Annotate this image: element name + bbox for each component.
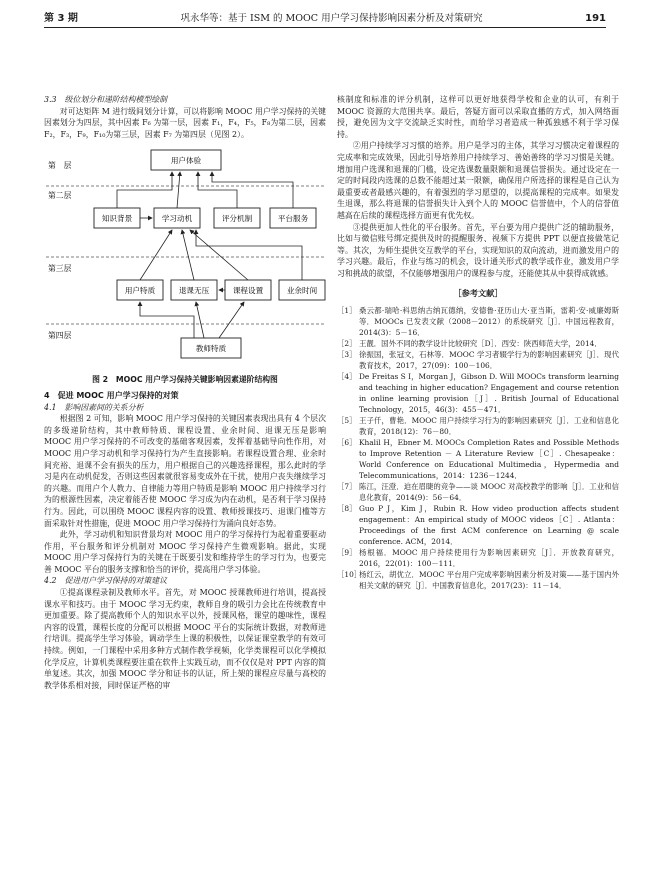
box-label-knowledge-background: 知识背景 [101, 214, 133, 224]
reference-item [337, 371, 619, 415]
level-label-4: 第四层 [48, 331, 72, 341]
reference-text: 陈江，汪澄．迫在眉睫的竞争——谈 MOOC 对高校教学的影响［J］．工业和信息化教育，2014(9)：56－64． [359, 482, 619, 503]
box-label-teacher-traits: 教师特质 [195, 344, 227, 354]
level-label-1: 第 层 [48, 161, 72, 171]
reference-item [337, 349, 619, 371]
page-number: 191 [585, 13, 606, 24]
paragraph: ③提供更加人性化的平台服务。首先，平台要为用户提供广泛的辅助服务，比如与微信账号绑定提供及时的提醒服务、视频下方提供 PPT 以便直接做笔记等。其次，为师生提供交互教学的平台，实现知识的双向流动，进而激发用户的学习兴趣。最后，作业与练习的机会，设计通关形式的教学或作业，激发用户学习和挑战的欲望，不仅能够增强用户的课程参与度，还能使其从中获得成就感。 [337, 222, 619, 278]
figure-hierarchy-diagram [44, 142, 326, 372]
box-label-platform-service: 平台服务 [277, 214, 309, 224]
reference-item [337, 415, 619, 437]
level-label-3: 第三层 [48, 264, 72, 274]
reference-text: 徐振国，张冠文，石林等．MOOC 学习者辍学行为的影响因素研究［J］．现代教育技术，2017，27(09)：100－106． [359, 350, 619, 371]
paragraph: 根据图 2 可知，影响 MOOC 用户学习保持的关键因素表现出具有 4 个层次的多级递阶结构，其中教师特质、课程设置、业余时间、退课无压是影响 MOOC 用户学习保持的不可改变的基础客观因素，发挥着基础导向性作用，对 MOOC 用户学习动机和学习保持行为产生直接影响。若课程设置合理、业余时间充裕、退课不会有损失的压力，用户根据自己的兴趣选择课程，那么此时的学习是内在动机促发，否则这些因素就很容易变成外在干扰，使用户丧失继续学习的兴趣。而用户个人教力、自律能力等用户特质是影响 MOOC 用户持续学习行为的根源性因素，决定着能否使 MOOC 学习成为内在动机，是否利于学习保持行为。因此，可以围绕 MOOC 课程内容的设置、教师授课技巧、退课门槛等方面采取针对性措施，促进 MOOC 用户学习保持行为涌向良好态势。 [44, 414, 326, 528]
section-4-heading: 4 促进 MOOC 用户学习保持的对策 [44, 390, 179, 400]
reference-item [337, 503, 619, 547]
right-column [337, 94, 619, 591]
reference-item [337, 305, 619, 338]
reference-item [337, 437, 619, 481]
box-label-user-experience: 用户体验 [170, 156, 202, 166]
paragraph: ①提高课程录制及教师水平。首先，对 MOOC 授课教师进行培训，提高授课水平和技巧。由于 MOOC 学习无约束，教师自身的吸引力会比在传统教育中更加重要。除了提高教师个人的知识水平以外，授课风格，课堂的趣味性，课程内容的设置，课程长度的分配可以根据 MOOC 平台的实际统计数据，对教师进行培训。提高学生学习体验，调动学生上课的积极性，以保证课堂教学的有效可持续。例如，一门课程中采用多种方式制作教学视频，化学类课程可以化学模拟化学反应，计算机类课程要注重在软件上实践互动，而不仅仅是对 PPT 内容的简单复述。其次，加强 MOOC 学分和证书的认证，所上架的课程应尽量与高校的教学体系相对接，同时保证严格的审 [44, 588, 326, 690]
references-heading: ［参考文献］ [453, 287, 503, 298]
hierarchy-diagram-svg [44, 142, 326, 372]
box-label-drop-no-pressure: 退课无压 [178, 286, 210, 296]
paragraph: ②用户持续学习习惯的培养。用户是学习的主体，其学习习惯决定着课程的完成率和完成效果，因此引导培养用户持续学习、善始善终的学习习惯是关键。增加用户选课和退课的门槛，设定选课数量限额和退课信誉损失。通过设定在一定的时间段内选课的总数不能超过某一限额，确保用户所选择的课程是自己认为最重要或者最感兴趣的，有着强烈的学习愿望的，以提高课程的完成率。如果发生退课，那么将退课的信誉损失计入到个人的 MOOC 信誉值中，个人的信誉值越高在后续的课程选择方面更有优先权。 [337, 141, 619, 220]
figure-caption: 图 2 MOOC 用户学习保持关键影响因素递阶结构图 [92, 375, 278, 385]
reference-number: ［7］ [337, 482, 357, 492]
reference-number: ［10］ [337, 570, 362, 580]
running-title: 巩永华等：基于 ISM 的 MOOC 用户学习保持影响因素分析及对策研究 [180, 13, 483, 24]
reference-number: ［5］ [337, 416, 357, 426]
reference-text: 杨根福．MOOC 用户持续使用行为影响因素研究［J］．开放教育研究，2016，22(01)：100－111． [359, 548, 619, 569]
reference-item [337, 481, 619, 503]
level-separators [46, 186, 324, 324]
reference-number: ［1］ [337, 306, 357, 316]
reference-text: De Freitas S I，Morgan J，Gibson D. Will MOOCs transform learning and teaching in higher education? Engagement and course retention in online learning provision［J］. British Journal of Educational Technology，2015，46(3)：455－471． [359, 372, 619, 415]
reference-number: ［3］ [337, 350, 357, 360]
reference-text: 桑云都·瑞哈·科思纳古纳瓦德纳，安德鲁·亚历山大·亚当斯，雷莉·安·威廉姆斯等．MOOCs 已发表文献（2008－2012）的系统研究［J］．中国远程教育，2014(3)：5－16． [359, 306, 619, 338]
section-3-3-heading: 3.3 级位划分和递阶结构模型绘制 [44, 95, 168, 104]
paragraph: 核制度和标准的评分机制，这样可以更好地获得学校和企业的认可，有利于 MOOC 资源的大范围共享。最后，答疑方面可以采取直播的方式，加入网络面授，避免因为文字交流缺乏实时性，而给学习者造成一种孤独感不利于学习保持。 [337, 95, 619, 139]
reference-text: Khalil H，Ebner M. MOOCs Completion Rates and Possible Methods to Improve Retention － A Literature Review［C］. Chesapeake：World Conference on Educational Multimedia，Hypermedia and Telecommunications，2014：1236－1244． [359, 438, 619, 481]
paragraph: 此外，学习动机和知识背景均对 MOOC 用户的学习保持行为起着重要驱动作用，平台服务和评分机制对 MOOC 学习保持产生微观影响。据此，实现 MOOC 用户学习保持行为的关键在于既要引发和维持学生的学习行为，也要完善 MOOC 平台的服务支撑和恰当的评价，提高用户学习体验。 [44, 530, 326, 574]
reference-number: ［8］ [337, 504, 357, 514]
box-label-spare-time: 业余时间 [286, 286, 318, 296]
left-column [44, 94, 326, 691]
paragraph: 对可达矩阵 M 进行级间划分计算，可以将影响 MOOC 用户学习保持的关键因素划分为四层，其中因素 F₆ 为第一层，因素 F₁，F₄，F₅，F₈为第二层，因素 F₂，F₃，F₉，F₁₀为第三层，因素 F₇ 为第四层（见图 2）。 [44, 106, 326, 139]
reference-text: Guo P J，Kim J，Rubin R. How video production affects student engagement：An empirical study of MOOC videos［C］. Atlanta：Proceedings of the first ACM conference on Learning @ scale conference. ACM，2014． [359, 504, 619, 547]
box-label-course-setting: 课程设置 [232, 286, 264, 296]
reference-text: 王子仟，曹艳．MOOC 用户持续学习行为的影响因素研究［J］．工业和信息化教育，2018(12)：76－80． [359, 416, 619, 437]
references-list [337, 305, 619, 591]
section-4-1-heading: 4.1 影响因素间的关系分析 [44, 402, 144, 412]
reference-number: ［2］ [337, 339, 357, 349]
reference-number: ［4］ [337, 372, 357, 382]
reference-text: 杨红云，胡优立．MOOC 平台用户完成率影响因素分析及对策——基于国内外相关文献的研究［J］．中国教育信息化，2017(23)：11－14． [359, 570, 619, 591]
box-label-grading-mechanism: 评分机制 [221, 214, 253, 224]
reference-number: ［9］ [337, 548, 357, 558]
box-label-learning-motivation: 学习动机 [161, 214, 193, 224]
running-header [44, 12, 606, 28]
reference-item [337, 338, 619, 349]
reference-number: ［6］ [337, 438, 357, 448]
issue-label: 第 3 期 [44, 13, 78, 24]
box-label-user-traits: 用户特质 [124, 286, 156, 296]
section-4-2-heading: 4.2 促进用户学习保持的对策建议 [44, 576, 168, 586]
level-label-2: 第二层 [48, 191, 72, 201]
reference-item [337, 569, 619, 591]
reference-text: 王靓．国外不同的教学设计比较研究［D］．西安：陕西师范大学，2014． [359, 339, 602, 349]
diagram-arrows [117, 172, 302, 338]
reference-item [337, 547, 619, 569]
